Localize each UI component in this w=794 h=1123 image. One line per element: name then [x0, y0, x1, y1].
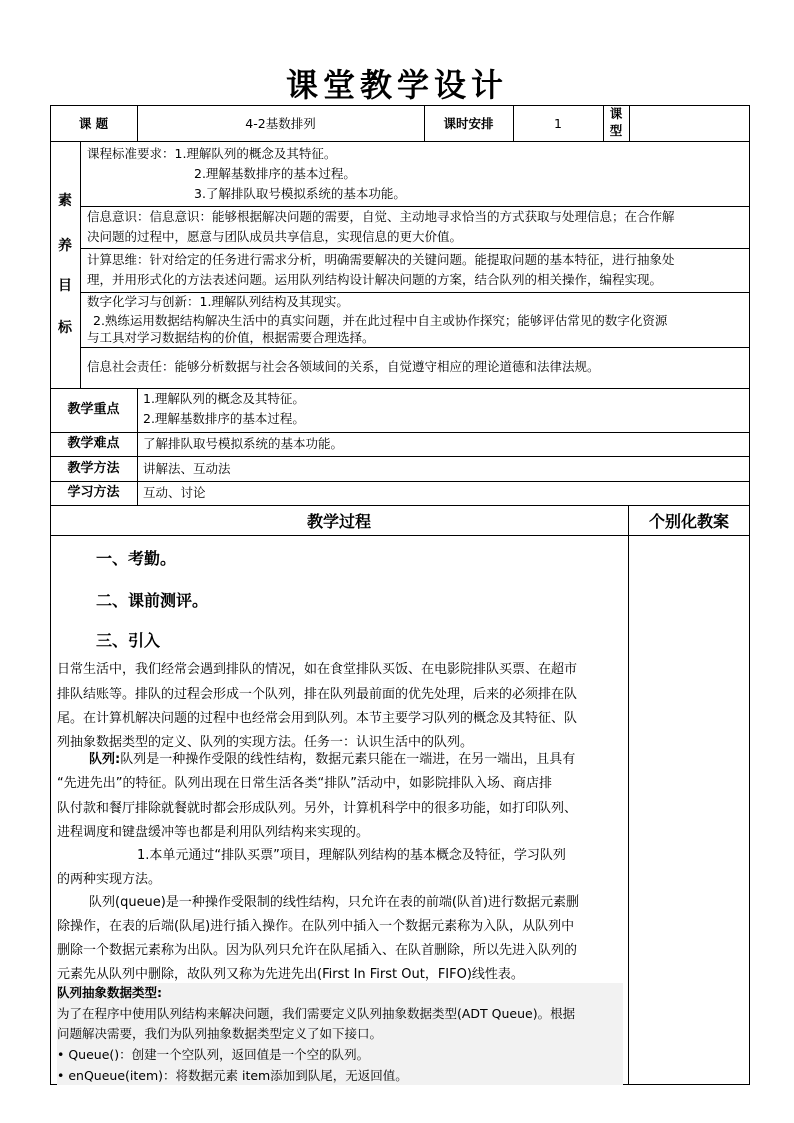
key-point-2: 2.理解基数排序的基本过程。: [143, 411, 305, 426]
computational-2: 理，并用形式化的方法表述问题。运用队列结构设计解决问题的方案，结合队列的相关操作，编程实现。: [87, 272, 663, 287]
section-intro: 三、引入: [96, 631, 161, 650]
standard-line-1: 课程标准要求：1.理解队列的概念及其特征。: [87, 146, 337, 161]
queue-term: 队列:: [89, 752, 121, 767]
queue-detail-line-1: 队列(queue)是一种操作受限制的线性结构，只允许在表的前端(队首)进行数据元素删: [89, 895, 580, 910]
info-awareness-1: 信息意识：信息意识：能够根据解决问题的需要，自觉、主动地寻求恰当的方式获取与处理信息；在合作解: [87, 209, 675, 224]
computational-1: 计算思维：针对给定的任务进行需求分析，明确需要解决的关键问题。能提取问题的基本特征，进行抽象处: [87, 252, 675, 267]
adt-line-2: 问题解决需要，我们为队列抽象数据类型定义了如下接口。: [57, 1026, 383, 1041]
queue-definition-text: 队列是一种操作受限的线性结构，数据元素只能在一端进，在另一端出，且具有: [120, 752, 576, 767]
queue-definition-line-1: [89, 747, 629, 772]
literacy-label-3: 目: [58, 278, 72, 294]
difficulty-value: 了解排队取号模拟系统的基本功能。: [143, 436, 344, 451]
adt-bullet-1: • Queue()：创建一个空队列，返回值是一个空的队列。: [57, 1047, 370, 1062]
literacy-label-2: 养: [58, 238, 72, 254]
intro-line-1: 日常生活中，我们经常会遇到排队的情况，如在食堂排队买饭、在电影院排队买票、在超市: [57, 662, 578, 677]
learning-label: 学习方法: [67, 485, 120, 500]
digital-3: 与工具对学习数据结构的价值，根据需要合理选择。: [87, 330, 375, 345]
section-pretest: 二、课前测评。: [96, 591, 209, 610]
queue-definition-line-3: 队付款和餐厅排除就餐就时都会形成队列。另外，计算机科学中的很多功能，如打印队列、: [57, 801, 578, 816]
queue-detail-line-4: 元素先从队列中删除，故队列又称为先进先出(First In First Out，FIFO)线性表。: [57, 967, 524, 982]
responsibility: 信息社会责任：能够分析数据与社会各领域间的关系，自觉遵守相应的理论道德和法律法规。: [87, 359, 600, 374]
subject-label: 课 题: [78, 116, 109, 131]
standard-line-3: 3.了解排队取号模拟系统的基本功能。: [194, 186, 406, 201]
queue-definition-line-4: 进程调度和键盘缓冲等也都是利用队列结构来实现的。: [57, 825, 370, 840]
queue-definition-line-2: “先进先出”的特征。队列出现在日常生活各类“排队”活动中，如影院排队入场、商店排: [57, 776, 552, 791]
individual-plan-header: 个别化教案: [648, 512, 729, 531]
intro-line-3: 尾。在计算机解决问题的过程中也经常会用到队列。本节主要学习队列的概念及其特征、队: [57, 711, 578, 726]
method-label: 教学方法: [67, 461, 120, 476]
subject-value: 4-2基数排列: [245, 116, 316, 131]
queue-detail-line-3: 删除一个数据元素称为出队。因为队列只允许在队尾插入、在队首删除，所以先进入队列的: [57, 943, 578, 958]
project-line-1: 1.本单元通过“排队买票”项目，理解队列结构的基本概念及特征，学习队列: [137, 848, 566, 863]
intro-line-4: 列抽象数据类型的定义、队列的实现方法。任务一：认识生活中的队列。: [57, 735, 474, 750]
literacy-label-1: 素: [58, 193, 72, 209]
method-value: 讲解法、互动法: [143, 461, 231, 476]
adt-bullet-2: • enQueue(item)：将数据元素 item添加到队尾，无返回值。: [57, 1068, 408, 1083]
section-attendance: 一、考勤。: [96, 549, 177, 568]
project-line-2: 的两种实现方法。: [57, 872, 162, 887]
key-point-1: 1.理解队列的概念及其特征。: [143, 391, 305, 406]
literacy-label-4: 标: [58, 320, 72, 336]
hours-value: 1: [554, 116, 562, 131]
digital-1: 数字化学习与创新：1.理解队列结构及其现实。: [87, 294, 349, 309]
learning-value: 互动、讨论: [143, 485, 206, 500]
page-title: 课堂教学设计: [285, 66, 508, 104]
adt-line-1: 为了在程序中使用队列结构来解决问题，我们需要定义队列抽象数据类型(ADT Queue)。根据: [57, 1006, 576, 1021]
difficulty-label: 教学难点: [67, 436, 120, 451]
intro-line-2: 排队结账等。排队的过程会形成一个队列，排在队列最前面的优先处理，后来的必须排在队: [57, 687, 578, 702]
process-header: 教学过程: [306, 512, 371, 531]
hours-label: 课时安排: [443, 116, 494, 131]
standard-line-2: 2.理解基数排序的基本过程。: [194, 166, 356, 181]
type-label: 课型: [609, 106, 623, 138]
digital-2: 2.熟练运用数据结构解决生活中的真实问题，并在此过程中自主或协作探究；能够评估常见的数字化资源: [93, 313, 668, 328]
key-points-label: 教学重点: [67, 402, 120, 417]
queue-detail-line-2: 除操作，在表的后端(队尾)进行插入操作。在队列中插入一个数据元素称为入队，从队列中: [57, 919, 575, 934]
adt-title: 队列抽象数据类型:: [57, 985, 162, 1000]
info-awareness-2: 决问题的过程中，愿意与团队成员共享信息，实现信息的更大价值。: [87, 229, 463, 244]
